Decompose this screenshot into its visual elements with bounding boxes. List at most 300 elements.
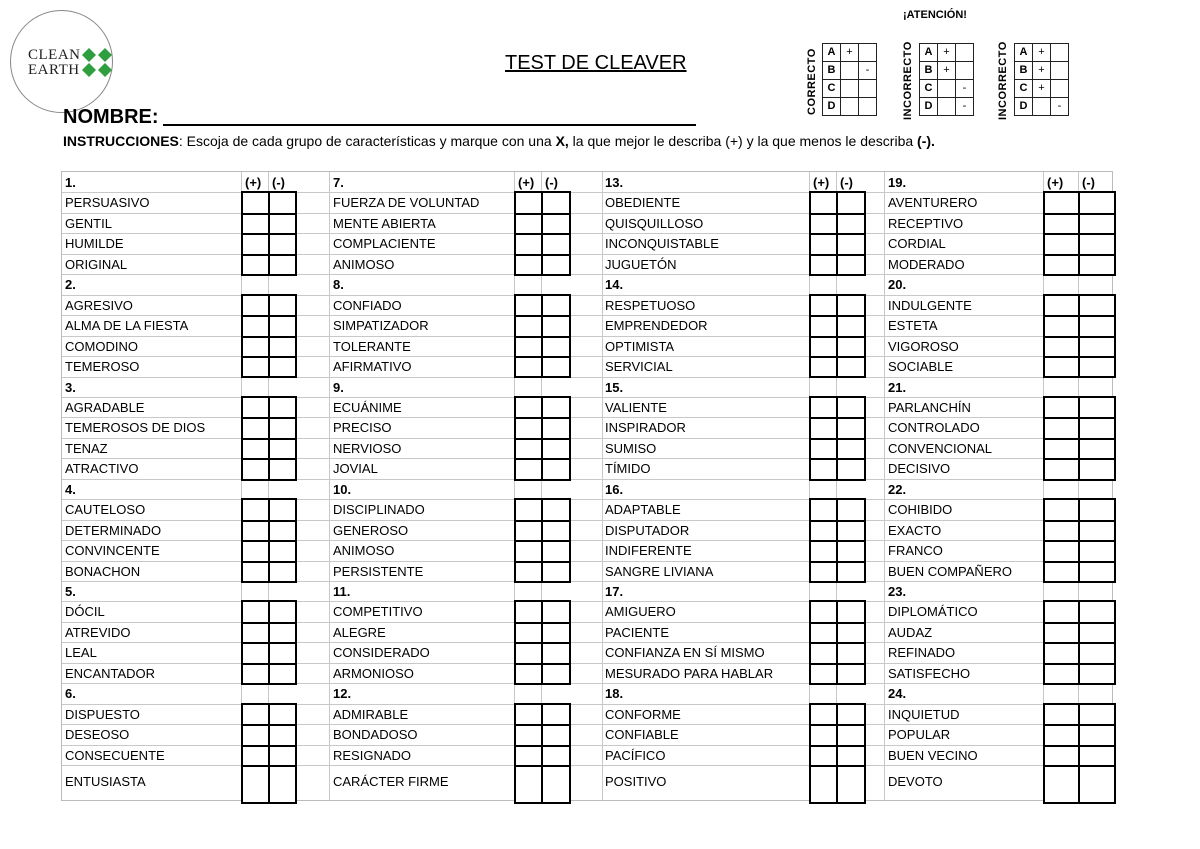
trait-label: ADMIRABLE [333,706,409,722]
trait-label: SUMISO [605,440,657,456]
minus-checkbox[interactable] [836,438,866,460]
plus-checkbox[interactable] [241,417,270,439]
column-divider [329,172,330,800]
trait-label: INCONQUISTABLE [605,236,719,252]
group-number: 16. [605,481,624,497]
legend-letter: D [1015,98,1033,116]
minus-checkbox[interactable] [541,765,571,804]
legend-mark: + [1033,80,1051,98]
trait-label: GENEROSO [333,522,409,538]
plus-checkbox[interactable] [514,294,543,317]
minus-checkbox[interactable] [268,745,297,767]
plus-checkbox[interactable] [241,438,270,460]
trait-label: TÍMIDO [605,461,651,477]
group-number: 18. [605,686,624,702]
plus-checkbox[interactable] [1043,540,1080,562]
minus-checkbox[interactable] [836,417,866,439]
legend-mark [859,44,877,62]
plus-checkbox[interactable] [1043,663,1080,685]
minus-checkbox[interactable] [836,765,866,804]
minus-checkbox[interactable] [836,356,866,378]
attention-heading: ¡ATENCIÓN! [903,9,967,21]
plus-column-header: (+) [813,175,830,190]
legend-mark [938,98,956,116]
minus-checkbox[interactable] [1078,540,1116,562]
trait-label: COMPLACIENTE [333,236,436,252]
plus-checkbox[interactable] [241,745,270,767]
trait-label: DÓCIL [65,604,105,620]
minus-checkbox[interactable] [541,336,571,358]
trait-label: INDULGENTE [888,297,972,313]
minus-checkbox[interactable] [836,642,866,664]
minus-checkbox[interactable] [1078,498,1116,521]
minus-checkbox[interactable] [1078,315,1116,337]
group-number: 5. [65,584,76,599]
minus-checkbox[interactable] [268,622,297,644]
minus-checkbox[interactable] [268,294,297,317]
minus-checkbox[interactable] [268,315,297,337]
minus-checkbox[interactable] [268,191,297,214]
group-number: 2. [65,277,76,293]
minus-checkbox[interactable] [1078,703,1116,726]
plus-checkbox[interactable] [809,622,838,644]
plus-checkbox[interactable] [809,561,838,583]
plus-checkbox[interactable] [514,315,543,337]
trait-label: MENTE ABIERTA [333,215,436,231]
plus-checkbox[interactable] [1043,561,1080,583]
plus-checkbox[interactable] [809,765,838,804]
minus-checkbox[interactable] [1078,622,1116,644]
plus-checkbox[interactable] [514,213,543,235]
minus-checkbox[interactable] [1078,438,1116,460]
plus-checkbox[interactable] [514,622,543,644]
minus-checkbox[interactable] [268,663,297,685]
group-number: 12. [333,686,352,702]
trait-label: ENCANTADOR [65,665,156,681]
plus-checkbox[interactable] [809,336,838,358]
plus-checkbox[interactable] [514,233,543,255]
legend-mark [1051,44,1069,62]
minus-checkbox[interactable] [836,233,866,255]
minus-checkbox[interactable] [541,724,571,746]
trait-label: ORIGINAL [65,256,128,272]
minus-checkbox[interactable] [1078,724,1116,746]
plus-checkbox[interactable] [1043,642,1080,664]
plus-checkbox[interactable] [809,438,838,460]
trait-label: COMODINO [65,338,138,354]
minus-checkbox[interactable] [541,254,571,276]
trait-label: ALMA DE LA FIESTA [65,318,189,334]
plus-checkbox[interactable] [809,294,838,317]
minus-checkbox[interactable] [541,294,571,317]
plus-checkbox[interactable] [1043,745,1080,767]
minus-checkbox[interactable] [268,600,297,623]
plus-checkbox[interactable] [1043,233,1080,255]
minus-checkbox[interactable] [1078,458,1116,480]
legend-label: INCORRECTO [902,41,914,120]
plus-checkbox[interactable] [1043,356,1080,378]
trait-label: FUERZA DE VOLUNTAD [333,195,480,211]
trait-label: DETERMINADO [65,522,162,538]
plus-checkbox[interactable] [809,458,838,480]
plus-checkbox[interactable] [1043,438,1080,460]
legend-mark [859,98,877,116]
trait-label: JOVIAL [333,461,378,477]
plus-checkbox[interactable] [1043,600,1080,623]
plus-checkbox[interactable] [514,191,543,214]
plus-checkbox[interactable] [241,765,270,804]
minus-checkbox[interactable] [268,765,297,804]
trait-label: CONFIANZA EN SÍ MISMO [605,645,765,661]
plus-checkbox[interactable] [1043,724,1080,746]
plus-checkbox[interactable] [241,600,270,623]
minus-checkbox[interactable] [836,600,866,623]
minus-checkbox[interactable] [268,356,297,378]
group-number: 11. [333,584,351,599]
trait-label: BUEN VECINO [888,747,978,763]
plus-checkbox[interactable] [809,745,838,767]
plus-checkbox[interactable] [1043,458,1080,480]
minus-checkbox[interactable] [541,498,571,521]
plus-checkbox[interactable] [1043,417,1080,439]
trait-label: CONFIADO [333,297,402,313]
plus-checkbox[interactable] [241,336,270,358]
group-number: 8. [333,277,344,293]
column-divider [602,172,603,800]
trait-label: SIMPATIZADOR [333,318,429,334]
plus-checkbox[interactable] [241,315,270,337]
plus-checkbox[interactable] [514,438,543,460]
plus-checkbox[interactable] [809,600,838,623]
trait-label: AGRADABLE [65,399,145,415]
plus-checkbox[interactable] [1043,396,1080,419]
instructions-minus: (-). [917,133,935,149]
plus-checkbox[interactable] [241,540,270,562]
minus-checkbox[interactable] [541,561,571,583]
plus-checkbox[interactable] [241,254,270,276]
plus-checkbox[interactable] [809,417,838,439]
plus-checkbox[interactable] [809,520,838,542]
minus-checkbox[interactable] [836,498,866,521]
minus-checkbox[interactable] [836,663,866,685]
trait-label: RECEPTIVO [888,215,964,231]
plus-checkbox[interactable] [1043,191,1080,214]
group-number: 13. [605,175,624,190]
trait-label: VIGOROSO [888,338,959,354]
trait-label: MESURADO PARA HABLAR [605,665,774,681]
plus-checkbox[interactable] [241,622,270,644]
plus-checkbox[interactable] [514,540,543,562]
plus-checkbox[interactable] [514,396,543,419]
minus-checkbox[interactable] [836,315,866,337]
plus-checkbox[interactable] [809,540,838,562]
legend-mark: + [841,44,859,62]
group-number: 4. [65,481,76,497]
minus-checkbox[interactable] [541,600,571,623]
legend-letter: B [1015,62,1033,80]
minus-checkbox[interactable] [541,417,571,439]
trait-label: PERSISTENTE [333,563,424,579]
plus-checkbox[interactable] [514,663,543,685]
plus-checkbox[interactable] [241,703,270,726]
row-divider [62,192,1112,193]
plus-checkbox[interactable] [1043,254,1080,276]
plus-checkbox[interactable] [241,498,270,521]
minus-checkbox[interactable] [1078,396,1116,419]
plus-checkbox[interactable] [514,765,543,804]
plus-checkbox[interactable] [1043,520,1080,542]
minus-checkbox[interactable] [541,356,571,378]
plus-checkbox[interactable] [1043,622,1080,644]
plus-checkbox[interactable] [241,191,270,214]
plus-checkbox[interactable] [241,356,270,378]
plus-checkbox[interactable] [809,254,838,276]
logo-line-1: CLEAN [28,47,81,63]
minus-checkbox[interactable] [268,540,297,562]
minus-checkbox[interactable] [1078,254,1116,276]
plus-checkbox[interactable] [514,458,543,480]
legend-mark [956,62,974,80]
plus-checkbox[interactable] [809,315,838,337]
minus-checkbox[interactable] [1078,191,1116,214]
minus-checkbox[interactable] [541,213,571,235]
minus-checkbox[interactable] [268,438,297,460]
minus-checkbox[interactable] [541,622,571,644]
group-number: 20. [888,277,907,293]
minus-checkbox[interactable] [268,498,297,521]
minus-checkbox[interactable] [1078,561,1116,583]
plus-checkbox[interactable] [1043,703,1080,726]
legend-letter: C [920,80,938,98]
plus-column-header: (+) [1047,175,1064,190]
plus-checkbox[interactable] [809,498,838,521]
minus-checkbox[interactable] [836,191,866,214]
minus-checkbox[interactable] [836,336,866,358]
logo-line-2: EARTH [28,62,80,78]
trait-label: BONDADOSO [333,727,418,743]
trait-label: SOCIABLE [888,359,954,375]
minus-checkbox[interactable] [836,458,866,480]
minus-checkbox[interactable] [836,396,866,419]
minus-checkbox[interactable] [836,520,866,542]
plus-checkbox[interactable] [514,600,543,623]
page-title: TEST DE CLEAVER [505,52,687,74]
legend-letter: B [823,62,841,80]
trait-label: JUGUETÓN [605,256,677,272]
minus-checkbox[interactable] [268,561,297,583]
plus-column-header: (+) [518,175,535,190]
plus-checkbox[interactable] [1043,498,1080,521]
minus-checkbox[interactable] [836,703,866,726]
minus-checkbox[interactable] [836,561,866,583]
plus-checkbox[interactable] [514,356,543,378]
plus-checkbox[interactable] [241,458,270,480]
minus-checkbox[interactable] [541,191,571,214]
minus-checkbox[interactable] [268,254,297,276]
legend-letter: D [823,98,841,116]
row-divider [62,724,1112,725]
minus-checkbox[interactable] [268,336,297,358]
plus-checkbox[interactable] [241,233,270,255]
row-divider [62,274,1112,275]
plus-checkbox[interactable] [514,417,543,439]
plus-checkbox[interactable] [1043,294,1080,317]
trait-label: DISPUTADOR [605,522,690,538]
minus-checkbox[interactable] [1078,356,1116,378]
logo-diamonds-icon [81,48,115,78]
minus-checkbox[interactable] [541,540,571,562]
plus-checkbox[interactable] [514,561,543,583]
plus-checkbox[interactable] [514,254,543,276]
plus-checkbox[interactable] [514,642,543,664]
plus-checkbox[interactable] [514,498,543,521]
trait-label: AVENTURERO [888,195,978,211]
minus-checkbox[interactable] [541,703,571,726]
plus-checkbox[interactable] [514,336,543,358]
minus-checkbox[interactable] [836,622,866,644]
minus-checkbox[interactable] [836,540,866,562]
trait-label: CORDIAL [888,236,946,252]
minus-checkbox[interactable] [268,213,297,235]
trait-label: INDIFERENTE [605,543,692,559]
trait-label: GENTIL [65,215,112,231]
minus-checkbox[interactable] [1078,294,1116,317]
minus-checkbox[interactable] [541,438,571,460]
plus-checkbox[interactable] [241,663,270,685]
minus-checkbox[interactable] [268,703,297,726]
plus-checkbox[interactable] [514,724,543,746]
plus-checkbox[interactable] [809,191,838,214]
minus-checkbox[interactable] [836,724,866,746]
minus-checkbox[interactable] [541,233,571,255]
plus-checkbox[interactable] [241,520,270,542]
plus-checkbox[interactable] [514,520,543,542]
trait-label: DISPUESTO [65,706,140,722]
minus-checkbox[interactable] [1078,663,1116,685]
plus-checkbox[interactable] [809,396,838,419]
plus-checkbox[interactable] [1043,336,1080,358]
minus-checkbox[interactable] [1078,600,1116,623]
group-number: 15. [605,379,624,395]
minus-checkbox[interactable] [836,294,866,317]
legend-table [822,43,877,116]
group-number: 24. [888,686,907,702]
minus-checkbox[interactable] [541,642,571,664]
minus-checkbox[interactable] [268,724,297,746]
legend-mark: + [1033,44,1051,62]
plus-checkbox[interactable] [1043,315,1080,337]
plus-checkbox[interactable] [241,213,270,235]
minus-checkbox[interactable] [1078,765,1116,804]
trait-label: BUEN COMPAÑERO [888,563,1012,579]
legend-mark [1051,62,1069,80]
row-divider [62,499,1112,500]
minus-checkbox[interactable] [541,315,571,337]
plus-checkbox[interactable] [241,294,270,317]
minus-checkbox[interactable] [541,520,571,542]
trait-label: QUISQUILLOSO [605,215,704,231]
plus-checkbox[interactable] [1043,213,1080,235]
trait-label: LEAL [65,645,97,661]
plus-checkbox[interactable] [241,642,270,664]
trait-label: POPULAR [888,727,951,743]
minus-checkbox[interactable] [1078,417,1116,439]
trait-label: DISCIPLINADO [333,502,425,518]
minus-checkbox[interactable] [1078,642,1116,664]
plus-checkbox[interactable] [1043,765,1080,804]
trait-label: OBEDIENTE [605,195,681,211]
trait-label: DECISIVO [888,461,951,477]
name-field[interactable] [163,124,696,126]
legend-letter: C [823,80,841,98]
group-number: 10. [333,481,352,497]
plus-checkbox[interactable] [809,213,838,235]
minus-checkbox[interactable] [1078,745,1116,767]
plus-checkbox[interactable] [514,745,543,767]
row-divider [62,295,1112,296]
trait-label: REFINADO [888,645,956,661]
plus-checkbox[interactable] [809,663,838,685]
minus-checkbox[interactable] [1078,213,1116,235]
minus-checkbox[interactable] [836,254,866,276]
instructions-text-1: : Escoja de cada grupo de características y marque con una [178,133,556,149]
trait-label: PARLANCHÍN [888,399,971,415]
plus-checkbox[interactable] [241,561,270,583]
minus-checkbox[interactable] [268,233,297,255]
instructions-text-2: la que mejor le describa (+) y la que menos le describa [568,133,918,149]
minus-checkbox[interactable] [1078,233,1116,255]
row-divider [62,765,1112,766]
minus-checkbox[interactable] [268,417,297,439]
legend-letter: A [823,44,841,62]
plus-checkbox[interactable] [514,703,543,726]
row-divider [62,704,1112,705]
legend-mark: + [938,62,956,80]
row-divider [62,601,1112,602]
instructions-heading: INSTRUCCIONES [63,133,179,149]
trait-label: ARMONIOSO [333,665,414,681]
plus-checkbox[interactable] [809,703,838,726]
trait-label: AUDAZ [888,624,933,640]
group-number: 6. [65,686,76,702]
minus-checkbox[interactable] [268,396,297,419]
minus-checkbox[interactable] [541,663,571,685]
minus-checkbox[interactable] [1078,520,1116,542]
plus-checkbox[interactable] [809,356,838,378]
minus-checkbox[interactable] [1078,336,1116,358]
trait-label: INQUIETUD [888,706,960,722]
minus-checkbox[interactable] [836,745,866,767]
plus-checkbox[interactable] [241,396,270,419]
plus-checkbox[interactable] [809,642,838,664]
minus-checkbox[interactable] [268,642,297,664]
trait-label: AFIRMATIVO [333,359,412,375]
minus-checkbox[interactable] [541,745,571,767]
legend-mark: - [859,62,877,80]
minus-checkbox[interactable] [541,458,571,480]
plus-checkbox[interactable] [809,724,838,746]
row-divider [62,417,1112,418]
legend-mark [841,62,859,80]
minus-checkbox[interactable] [836,213,866,235]
minus-column-header: (-) [1082,175,1095,190]
legend-letter: A [1015,44,1033,62]
minus-checkbox[interactable] [268,520,297,542]
plus-checkbox[interactable] [809,233,838,255]
plus-checkbox[interactable] [241,724,270,746]
minus-checkbox[interactable] [541,396,571,419]
minus-checkbox[interactable] [268,458,297,480]
